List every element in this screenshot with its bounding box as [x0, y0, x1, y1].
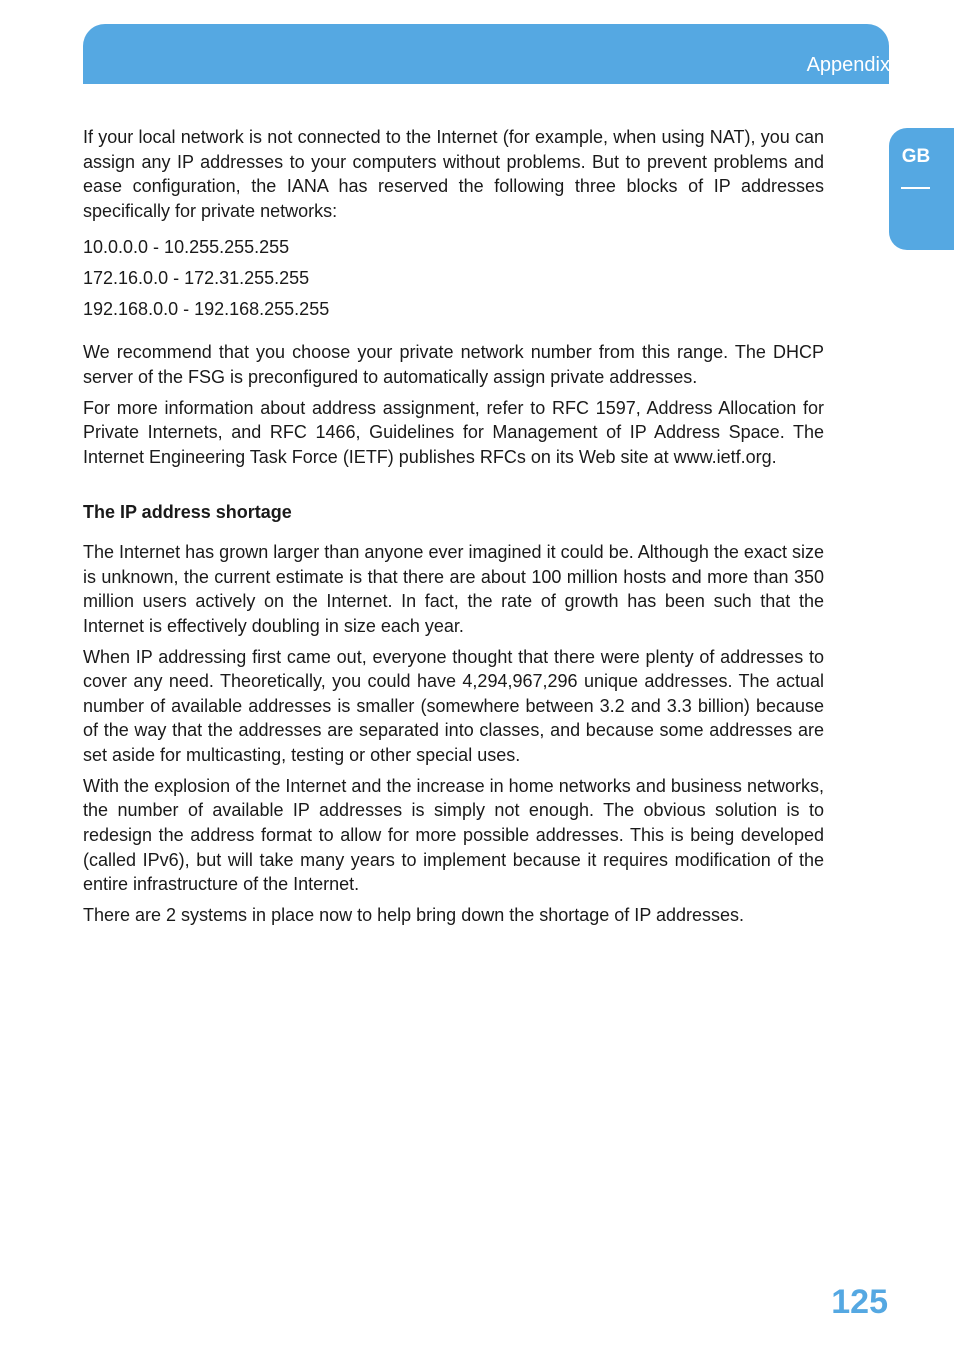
shortage-paragraph-2: When IP addressing first came out, everyone thought that there were plenty of addresses to cover any need. Theoretically, you could have 4,294,967,296 unique addresses. The actual number of available addresses is smaller (somewhere between 3.2 and 3.3 billion) because of the way that the addresses are separated into classes, and because some addresses are set aside for multicasting, testing or other special uses. [83, 646, 824, 766]
shortage-paragraph-4: There are 2 systems in place now to help bring down the shortage of IP addresses. [83, 905, 745, 925]
more-info-paragraph: For more information about address assignment, refer to RFC 1597, Address Allocation for Private Internets, and RFC 1466, Guidelines for Management of IP Address Space. The Internet Engineering Task Force (IETF) publishes RFCs on its Web site at www.ietf.org. [83, 397, 824, 467]
section-title: Appendix [806, 54, 890, 76]
shortage-paragraph-1: The Internet has grown larger than anyone ever imagined it could be. Although the exact size is unknown, the current estimate is that there are about 100 million hosts and more than 350 million users actively on the Internet. In fact, the rate of growth has been such that the Internet is effectively doubling in size each year. [83, 542, 824, 636]
recommend-paragraph: We recommend that you choose your private network number from this range. The DHCP server of the FSG is preconfigured to automatically assign private addresses. [83, 342, 824, 387]
section-heading: The IP address shortage [83, 501, 292, 522]
page-number: 125 [831, 1283, 888, 1321]
header-bar [83, 24, 889, 84]
shortage-paragraph-3: With the explosion of the Internet and the increase in home networks and business networks, the number of available IP addresses is simply not enough. The obvious solution is to redesign the address format to allow for more possible addresses. This is being developed (called IPv6), but will take many years to implement because it requires modification of the entire infrastructure of the Internet. [83, 775, 824, 895]
ip-range-list [83, 235, 824, 328]
page-content [83, 125, 824, 934]
language-underline [901, 187, 930, 189]
ip-range-item: 10.0.0.0 - 10.255.255.255 [83, 237, 290, 258]
language-label: GB [901, 146, 931, 167]
intro-paragraph: If your local network is not connected to the Internet (for example, when using NAT), you can assign any IP addresses to your computers without problems. But to prevent problems and ease configuration, the IANA has reserved the following three blocks of IP addresses specifically for private networks: [83, 127, 824, 221]
ip-range-item: 172.16.0.0 - 172.31.255.255 [83, 268, 310, 289]
ip-range-item: 192.168.0.0 - 192.168.255.255 [83, 299, 330, 320]
